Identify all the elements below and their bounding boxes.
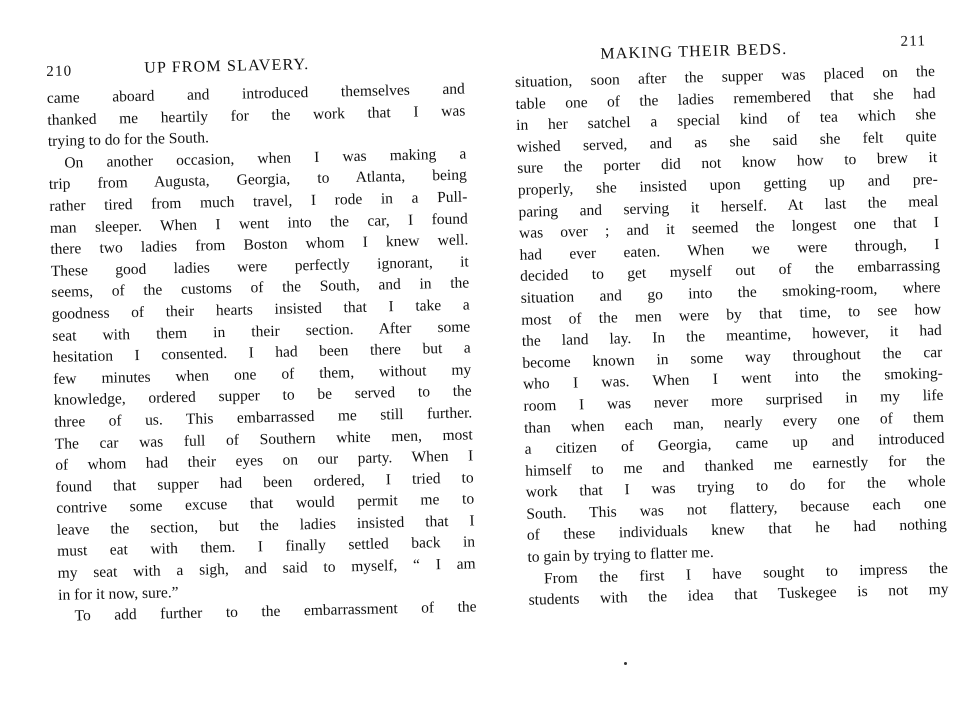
text-line: three of us. This embarrassed me still further. — [54, 404, 473, 431]
text-line: trip from Augusta, Georgia, to Atlanta, being — [48, 166, 467, 194]
text-line: South. This was not flattery, because each one — [526, 494, 947, 523]
text-line: work that I was trying to do for the whole — [525, 473, 946, 502]
right-running-head: MAKING THEIR BEDS. — [600, 40, 788, 63]
text-line: of whom had their eyes on our party. When I — [55, 447, 474, 474]
text-line: On another occasion, when I was making a — [64, 145, 467, 172]
text-line: From the first I have sought to impress the — [543, 559, 949, 588]
text-line: thanked me heartily for the work that I was — [47, 102, 466, 129]
text-line: knowledge, ordered supper to be served to the — [53, 382, 472, 410]
text-line: trying to do for the South. — [47, 129, 210, 151]
text-line: most of the men were by that time, to see how — [521, 300, 942, 329]
right-page — [490, 0, 980, 716]
text-line: there two ladies from Boston whom I knew well. — [50, 231, 469, 259]
text-line: came aboard and introduced themselves and — [46, 80, 466, 107]
text-line: my seat with a sigh, and said to myself, “ I am — [57, 555, 476, 582]
text-line: contrive some excuse that would permit me to — [56, 490, 475, 518]
text-line: was over ; and it seemed the longest one that I — [518, 214, 940, 243]
text-line: himself to me and thanked me earnestly for the — [525, 451, 946, 480]
right-body-text — [515, 61, 949, 612]
left-body-text — [47, 79, 477, 628]
text-line: rather tired from much travel, I rode in a Pull- — [49, 188, 468, 215]
right-page-number: 211 — [900, 33, 927, 50]
right-page-content — [514, 31, 949, 612]
text-line: sure the porter did not know how to brew it — [517, 149, 938, 178]
text-line: seat with them in their section. After some — [52, 317, 471, 345]
text-line: wished served, and as she said she felt quite — [516, 127, 937, 156]
text-line: properly, she insisted upon getting up and pre- — [517, 170, 938, 199]
text-line: in for it now, sure.” — [57, 583, 179, 604]
text-line: These good ladies were perfectly ignorant, it — [50, 253, 469, 280]
text-line: few minutes when one of them, without my — [53, 361, 472, 388]
text-line: than when each man, nearly every one of them — [523, 408, 945, 437]
text-line: man sleeper. When I went into the car, I found — [49, 210, 468, 237]
text-line: To add further to the embarrassment of the — [74, 598, 477, 625]
text-line: situation, soon after the supper was placed on the — [514, 62, 936, 91]
text-line: found that supper had been ordered, I tried to — [55, 469, 474, 496]
text-line: hesitation I consented. I had been there but a — [52, 339, 471, 367]
left-running-head: UP FROM SLAVERY. — [144, 56, 310, 77]
text-line: leave the section, but the ladies insisted that I — [56, 512, 475, 539]
text-line: must eat with them. I finally settled back in — [57, 533, 476, 561]
text-line: students with the idea that Tuskegee is not my — [528, 581, 949, 610]
text-line: the land lay. In the meantime, however, it had — [521, 322, 942, 351]
text-line: of these individuals knew that he had nothing — [526, 516, 948, 545]
text-line: in her satchel a special kind of tea which she — [515, 106, 937, 135]
text-line: table one of the ladies remembered that she had — [515, 84, 936, 113]
text-line: who I was. When I went into the smoking- — [522, 365, 944, 394]
text-line: to gain by trying to flatter me. — [527, 544, 715, 566]
text-line: situation and go into the smoking-room, where — [520, 278, 941, 307]
text-line: paring and serving it herself. At last the meal — [518, 192, 939, 221]
text-line: seems, of the customs of the South, and in the — [51, 274, 470, 302]
text-line: goodness of their hearts insisted that I take a — [51, 296, 470, 323]
left-page-content — [46, 49, 477, 628]
text-line: a citizen of Georgia, came up and introduced — [524, 429, 945, 458]
left-page-number: 210 — [46, 63, 73, 80]
text-line: The car was full of Southern white men, most — [54, 425, 473, 453]
text-line: had ever eaten. When we were through, I — [519, 235, 940, 264]
text-line: decided to get myself out of the embarrassing — [519, 257, 941, 286]
text-line: become known in some way throughout the car — [522, 343, 943, 372]
text-line: room I was never more surprised in my life — [523, 386, 944, 415]
print-speck — [624, 662, 627, 665]
